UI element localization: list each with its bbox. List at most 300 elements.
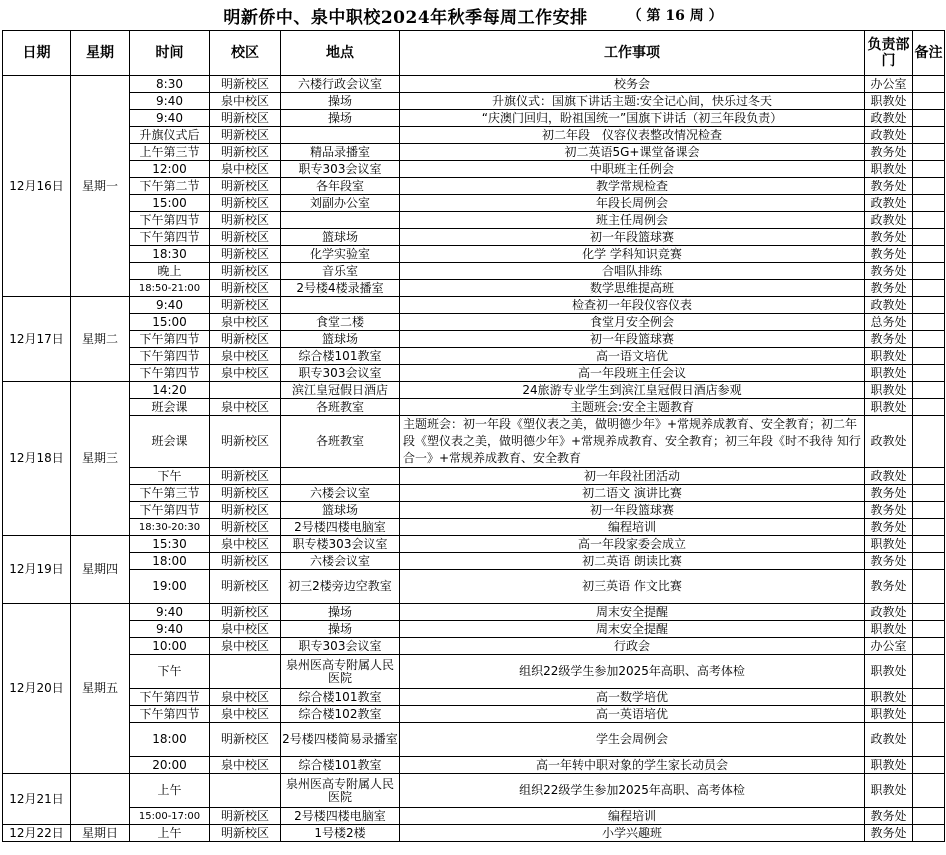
time-cell: 18:30-20:30: [130, 519, 210, 536]
dept-cell: 教务处: [865, 144, 913, 161]
table-row: [3, 485, 945, 502]
dept-cell: 办公室: [865, 76, 913, 93]
time-cell: 15:00: [130, 195, 210, 212]
note-cell: [913, 485, 945, 502]
note-cell: [913, 399, 945, 416]
table-row: [3, 689, 945, 706]
task-cell: 初一年段篮球赛: [400, 502, 865, 519]
note-cell: [913, 382, 945, 399]
dept-cell: 职教处: [865, 348, 913, 365]
time-cell: 18:50-21:00: [130, 280, 210, 297]
place-cell: 各班教室: [281, 399, 400, 416]
place-cell: 六楼会议室: [281, 485, 400, 502]
place-cell: 2号楼4楼录播室: [281, 280, 400, 297]
campus-cell: 泉中校区: [210, 621, 281, 638]
table-row: [3, 212, 945, 229]
time-cell: 15:30: [130, 536, 210, 553]
task-cell: 食堂月安全例会: [400, 314, 865, 331]
time-cell: 10:00: [130, 638, 210, 655]
task-cell: 数学思维提高班: [400, 280, 865, 297]
dept-cell: 政教处: [865, 127, 913, 144]
campus-cell: 明新校区: [210, 825, 281, 842]
time-cell: 15:00-17:00: [130, 808, 210, 825]
task-cell: 高一语文培优: [400, 348, 865, 365]
campus-cell: 明新校区: [210, 195, 281, 212]
task-cell: 初三英语 作文比赛: [400, 570, 865, 604]
table-row: [3, 331, 945, 348]
campus-cell: 明新校区: [210, 212, 281, 229]
dept-cell: 教务处: [865, 331, 913, 348]
place-cell: 操场: [281, 93, 400, 110]
week-label: （ 第 16 周 ）: [627, 8, 723, 24]
task-cell: 组织22级学生参加2025年高职、高考体检: [400, 655, 865, 689]
note-cell: [913, 280, 945, 297]
place-cell: 综合楼102教室: [281, 706, 400, 723]
table-row: [3, 519, 945, 536]
table-row: [3, 808, 945, 825]
note-cell: [913, 127, 945, 144]
task-cell: 行政会: [400, 638, 865, 655]
dept-cell: 政教处: [865, 604, 913, 621]
place-cell: 各班教室: [281, 416, 400, 468]
date-cell: 12月16日: [3, 76, 71, 297]
table-row: [3, 638, 945, 655]
place-cell: [281, 297, 400, 314]
dept-cell: 政教处: [865, 110, 913, 127]
dept-cell: 政教处: [865, 297, 913, 314]
place-cell: 操场: [281, 604, 400, 621]
table-row: [3, 570, 945, 587]
schedule-body: [3, 76, 945, 842]
campus-cell: 明新校区: [210, 468, 281, 485]
dept-cell: 总务处: [865, 314, 913, 331]
time-cell: 上午: [130, 825, 210, 842]
time-cell: 班会课: [130, 416, 210, 468]
note-cell: [913, 331, 945, 348]
campus-cell: 泉中校区: [210, 365, 281, 382]
table-row: [3, 774, 945, 791]
date-cell: 12月19日: [3, 536, 71, 604]
dept-cell: 职教处: [865, 365, 913, 382]
campus-cell: 泉中校区: [210, 93, 281, 110]
note-cell: [913, 314, 945, 331]
dept-cell: 职教处: [865, 655, 913, 689]
time-cell: 18:00: [130, 723, 210, 757]
header-row: [3, 31, 945, 76]
campus-cell: 泉中校区: [210, 689, 281, 706]
task-cell: 高一数学培优: [400, 689, 865, 706]
task-cell: 初二年段 仪容仪表整改情况检查: [400, 127, 865, 144]
task-cell: 编程培训: [400, 519, 865, 536]
dept-cell: 职教处: [865, 621, 913, 638]
weekday-cell: 星期二: [71, 297, 130, 382]
col-header-weekday: 星期: [71, 31, 130, 76]
place-cell: [281, 127, 400, 144]
note-cell: [913, 502, 945, 519]
time-cell: 班会课: [130, 399, 210, 416]
time-cell: 下午第四节: [130, 502, 210, 519]
campus-cell: 泉中校区: [210, 706, 281, 723]
task-cell: 班主任周例会: [400, 212, 865, 229]
col-header-task: 工作事项: [400, 31, 865, 76]
place-cell: 泉州医高专附属人民医院: [281, 774, 400, 808]
task-cell: 化学 学科知识竞赛: [400, 246, 865, 263]
note-cell: [913, 536, 945, 553]
time-cell: 上午: [130, 774, 210, 808]
table-row: [3, 348, 945, 365]
table-row: [3, 195, 945, 212]
dept-cell: 职教处: [865, 93, 913, 110]
campus-cell: 明新校区: [210, 570, 281, 604]
time-cell: 下午第三节: [130, 485, 210, 502]
table-row: [3, 144, 945, 161]
task-cell: 主题班会:安全主题教育: [400, 399, 865, 416]
time-cell: 18:00: [130, 553, 210, 570]
weekday-cell: 星期三: [71, 382, 130, 536]
time-cell: 下午第二节: [130, 178, 210, 195]
dept-cell: 职教处: [865, 689, 913, 706]
task-cell: 检查初一年段仪容仪表: [400, 297, 865, 314]
place-cell: [281, 468, 400, 485]
dept-cell: 教务处: [865, 570, 913, 604]
time-cell: 9:40: [130, 110, 210, 127]
time-cell: 9:40: [130, 93, 210, 110]
weekday-cell: 星期五: [71, 604, 130, 774]
campus-cell: 明新校区: [210, 553, 281, 570]
schedule-table: [2, 30, 945, 842]
task-cell: 初二英语 朗读比赛: [400, 553, 865, 570]
table-row: [3, 757, 945, 774]
note-cell: [913, 808, 945, 825]
dept-cell: 教务处: [865, 263, 913, 280]
table-row: [3, 297, 945, 314]
campus-cell: 明新校区: [210, 246, 281, 263]
table-row: [3, 604, 945, 621]
dept-cell: 职教处: [865, 706, 913, 723]
time-cell: 下午第四节: [130, 365, 210, 382]
col-header-campus: 校区: [210, 31, 281, 76]
note-cell: [913, 348, 945, 365]
note-cell: [913, 570, 945, 604]
place-cell: 精品录播室: [281, 144, 400, 161]
dept-cell: 职教处: [865, 536, 913, 553]
task-cell: 学生会周例会: [400, 723, 865, 757]
note-cell: [913, 604, 945, 621]
place-cell: 2号楼四楼电脑室: [281, 519, 400, 536]
note-cell: [913, 416, 945, 468]
task-cell: 高一年段班主任会议: [400, 365, 865, 382]
place-cell: 2号楼四楼电脑室: [281, 808, 400, 825]
task-cell: 周末安全提醒: [400, 604, 865, 621]
time-cell: 20:00: [130, 757, 210, 774]
note-cell: [913, 774, 945, 808]
place-cell: [281, 212, 400, 229]
table-row: [3, 621, 945, 638]
place-cell: 操场: [281, 110, 400, 127]
dept-cell: 政教处: [865, 212, 913, 229]
time-cell: 下午第四节: [130, 348, 210, 365]
date-cell: 12月18日: [3, 382, 71, 536]
campus-cell: 泉中校区: [210, 348, 281, 365]
task-cell: 主题班会：初一年段《塑仪表之美，做明德少年》+常规养成教育、安全教育；初二年段《塑仪表之美，做明德少年》+常规养成教育、安全教育；初三年段《时不我待 知行合一》+常规养成教育、安全教育: [400, 416, 865, 468]
time-cell: 12:00: [130, 161, 210, 178]
place-cell: 综合楼101教室: [281, 348, 400, 365]
note-cell: [913, 195, 945, 212]
dept-cell: 职教处: [865, 382, 913, 399]
place-cell: 1号楼2楼: [281, 825, 400, 842]
date-cell: 12月22日: [3, 825, 71, 842]
time-cell: 9:40: [130, 604, 210, 621]
table-row: [3, 706, 945, 723]
campus-cell: 泉中校区: [210, 638, 281, 655]
time-cell: 19:00: [130, 570, 210, 604]
note-cell: [913, 161, 945, 178]
title-bar: [0, 0, 946, 30]
table-row: [3, 723, 945, 740]
note-cell: [913, 638, 945, 655]
note-cell: [913, 468, 945, 485]
dept-cell: 教务处: [865, 178, 913, 195]
dept-cell: 政教处: [865, 723, 913, 757]
time-cell: 9:40: [130, 621, 210, 638]
campus-cell: 明新校区: [210, 280, 281, 297]
dept-cell: 教务处: [865, 246, 913, 263]
campus-cell: 明新校区: [210, 502, 281, 519]
place-cell: 篮球场: [281, 502, 400, 519]
note-cell: [913, 297, 945, 314]
date-cell: 12月21日: [3, 774, 71, 825]
dept-cell: 政教处: [865, 195, 913, 212]
campus-cell: 明新校区: [210, 519, 281, 536]
task-cell: 教学常规检查: [400, 178, 865, 195]
place-cell: 食堂二楼: [281, 314, 400, 331]
task-cell: 初一年段篮球赛: [400, 331, 865, 348]
table-row: [3, 76, 945, 93]
place-cell: 泉州医高专附属人民医院: [281, 655, 400, 689]
task-cell: 校务会: [400, 76, 865, 93]
note-cell: [913, 519, 945, 536]
dept-cell: 教务处: [865, 553, 913, 570]
table-row: [3, 553, 945, 570]
time-cell: 下午第四节: [130, 331, 210, 348]
time-cell: 下午: [130, 468, 210, 485]
campus-cell: [210, 774, 281, 808]
dept-cell: 教务处: [865, 229, 913, 246]
note-cell: [913, 263, 945, 280]
task-cell: 组织22级学生参加2025年高职、高考体检: [400, 774, 865, 808]
dept-cell: 教务处: [865, 485, 913, 502]
table-row: [3, 229, 945, 246]
col-header-date: 日期: [3, 31, 71, 76]
weekday-cell: [71, 774, 130, 825]
time-cell: 升旗仪式后: [130, 127, 210, 144]
dept-cell: 教务处: [865, 502, 913, 519]
col-header-note: 备注: [913, 31, 945, 76]
date-cell: 12月20日: [3, 604, 71, 774]
task-cell: 合唱队排练: [400, 263, 865, 280]
campus-cell: [210, 655, 281, 689]
place-cell: 六楼会议室: [281, 553, 400, 570]
campus-cell: 明新校区: [210, 297, 281, 314]
time-cell: 14:20: [130, 382, 210, 399]
table-row: [3, 280, 945, 297]
dept-cell: 教务处: [865, 825, 913, 842]
note-cell: [913, 246, 945, 263]
place-cell: 职专楼303会议室: [281, 536, 400, 553]
table-row: [3, 110, 945, 127]
dept-cell: 政教处: [865, 468, 913, 485]
campus-cell: 明新校区: [210, 110, 281, 127]
time-cell: 晚上: [130, 263, 210, 280]
place-cell: 职专303会议室: [281, 161, 400, 178]
campus-cell: 明新校区: [210, 144, 281, 161]
note-cell: [913, 757, 945, 774]
note-cell: [913, 706, 945, 723]
table-row: [3, 127, 945, 144]
note-cell: [913, 655, 945, 689]
date-cell: 12月17日: [3, 297, 71, 382]
time-cell: 下午第四节: [130, 229, 210, 246]
campus-cell: 明新校区: [210, 127, 281, 144]
weekday-cell: 星期日: [71, 825, 130, 842]
task-cell: 初一年段社团活动: [400, 468, 865, 485]
campus-cell: 明新校区: [210, 331, 281, 348]
dept-cell: 办公室: [865, 638, 913, 655]
place-cell: 2号楼四楼简易录播室: [281, 723, 400, 757]
task-cell: 升旗仪式：国旗下讲话主题:安全记心间，快乐过冬天: [400, 93, 865, 110]
col-header-place: 地点: [281, 31, 400, 76]
task-cell: 小学兴趣班: [400, 825, 865, 842]
task-cell: 初一年段篮球赛: [400, 229, 865, 246]
place-cell: 滨江皇冠假日酒店: [281, 382, 400, 399]
time-cell: 下午第四节: [130, 212, 210, 229]
note-cell: [913, 689, 945, 706]
dept-cell: 教务处: [865, 808, 913, 825]
dept-cell: 职教处: [865, 161, 913, 178]
col-header-dept: 负责部门: [865, 31, 913, 76]
place-cell: 操场: [281, 621, 400, 638]
dept-cell: 教务处: [865, 519, 913, 536]
campus-cell: 泉中校区: [210, 536, 281, 553]
campus-cell: 明新校区: [210, 604, 281, 621]
note-cell: [913, 229, 945, 246]
note-cell: [913, 110, 945, 127]
note-cell: [913, 825, 945, 842]
place-cell: 职专303会议室: [281, 638, 400, 655]
dept-cell: 职教处: [865, 774, 913, 808]
table-row: [3, 655, 945, 672]
dept-cell: 政教处: [865, 416, 913, 468]
place-cell: 音乐室: [281, 263, 400, 280]
campus-cell: 明新校区: [210, 808, 281, 825]
table-row: [3, 314, 945, 331]
table-row: [3, 416, 945, 433]
table-row: [3, 263, 945, 280]
task-cell: 高一年转中职对象的学生家长动员会: [400, 757, 865, 774]
campus-cell: 明新校区: [210, 178, 281, 195]
task-cell: 高一英语培优: [400, 706, 865, 723]
col-header-time: 时间: [130, 31, 210, 76]
time-cell: 上午第三节: [130, 144, 210, 161]
note-cell: [913, 212, 945, 229]
table-row: [3, 161, 945, 178]
task-cell: 24旅游专业学生到滨江皇冠假日酒店参观: [400, 382, 865, 399]
campus-cell: 明新校区: [210, 263, 281, 280]
place-cell: 六楼行政会议室: [281, 76, 400, 93]
note-cell: [913, 365, 945, 382]
task-cell: “庆澳门回归，盼祖国统一”国旗下讲话（初三年段负责）: [400, 110, 865, 127]
table-row: [3, 468, 945, 485]
campus-cell: [210, 382, 281, 399]
place-cell: 刘副办公室: [281, 195, 400, 212]
table-row: [3, 178, 945, 195]
note-cell: [913, 93, 945, 110]
time-cell: 18:30: [130, 246, 210, 263]
place-cell: 职专303会议室: [281, 365, 400, 382]
task-cell: 编程培训: [400, 808, 865, 825]
time-cell: 8:30: [130, 76, 210, 93]
table-row: [3, 502, 945, 519]
task-cell: 中职班主任例会: [400, 161, 865, 178]
place-cell: 综合楼101教室: [281, 689, 400, 706]
campus-cell: 泉中校区: [210, 757, 281, 774]
campus-cell: 明新校区: [210, 723, 281, 757]
campus-cell: 明新校区: [210, 76, 281, 93]
note-cell: [913, 76, 945, 93]
note-cell: [913, 723, 945, 757]
time-cell: 下午第四节: [130, 689, 210, 706]
time-cell: 9:40: [130, 297, 210, 314]
task-cell: 年段长周例会: [400, 195, 865, 212]
task-cell: 初二语文 演讲比赛: [400, 485, 865, 502]
place-cell: 化学实验室: [281, 246, 400, 263]
table-row: [3, 246, 945, 263]
campus-cell: 泉中校区: [210, 314, 281, 331]
time-cell: 下午第四节: [130, 706, 210, 723]
table-row: [3, 536, 945, 553]
place-cell: 篮球场: [281, 229, 400, 246]
table-row: [3, 382, 945, 399]
task-cell: 高一年段家委会成立: [400, 536, 865, 553]
table-row: [3, 825, 945, 842]
note-cell: [913, 553, 945, 570]
dept-cell: 教务处: [865, 280, 913, 297]
task-cell: 周末安全提醒: [400, 621, 865, 638]
note-cell: [913, 144, 945, 161]
campus-cell: 明新校区: [210, 229, 281, 246]
time-cell: 下午: [130, 655, 210, 689]
campus-cell: 泉中校区: [210, 161, 281, 178]
note-cell: [913, 621, 945, 638]
task-cell: 初二英语5G+课堂备课会: [400, 144, 865, 161]
weekday-cell: 星期一: [71, 76, 130, 297]
time-cell: 15:00: [130, 314, 210, 331]
table-row: [3, 93, 945, 110]
note-cell: [913, 178, 945, 195]
dept-cell: 职教处: [865, 757, 913, 774]
campus-cell: 泉中校区: [210, 399, 281, 416]
place-cell: 综合楼101教室: [281, 757, 400, 774]
dept-cell: 职教处: [865, 399, 913, 416]
table-row: [3, 399, 945, 416]
campus-cell: 明新校区: [210, 416, 281, 468]
place-cell: 初三2楼旁边空教室: [281, 570, 400, 604]
table-row: [3, 365, 945, 382]
place-cell: 篮球场: [281, 331, 400, 348]
place-cell: 各年段室: [281, 178, 400, 195]
weekday-cell: 星期四: [71, 536, 130, 604]
document-title: 明新侨中、泉中职校2024年秋季每周工作安排: [223, 7, 588, 28]
